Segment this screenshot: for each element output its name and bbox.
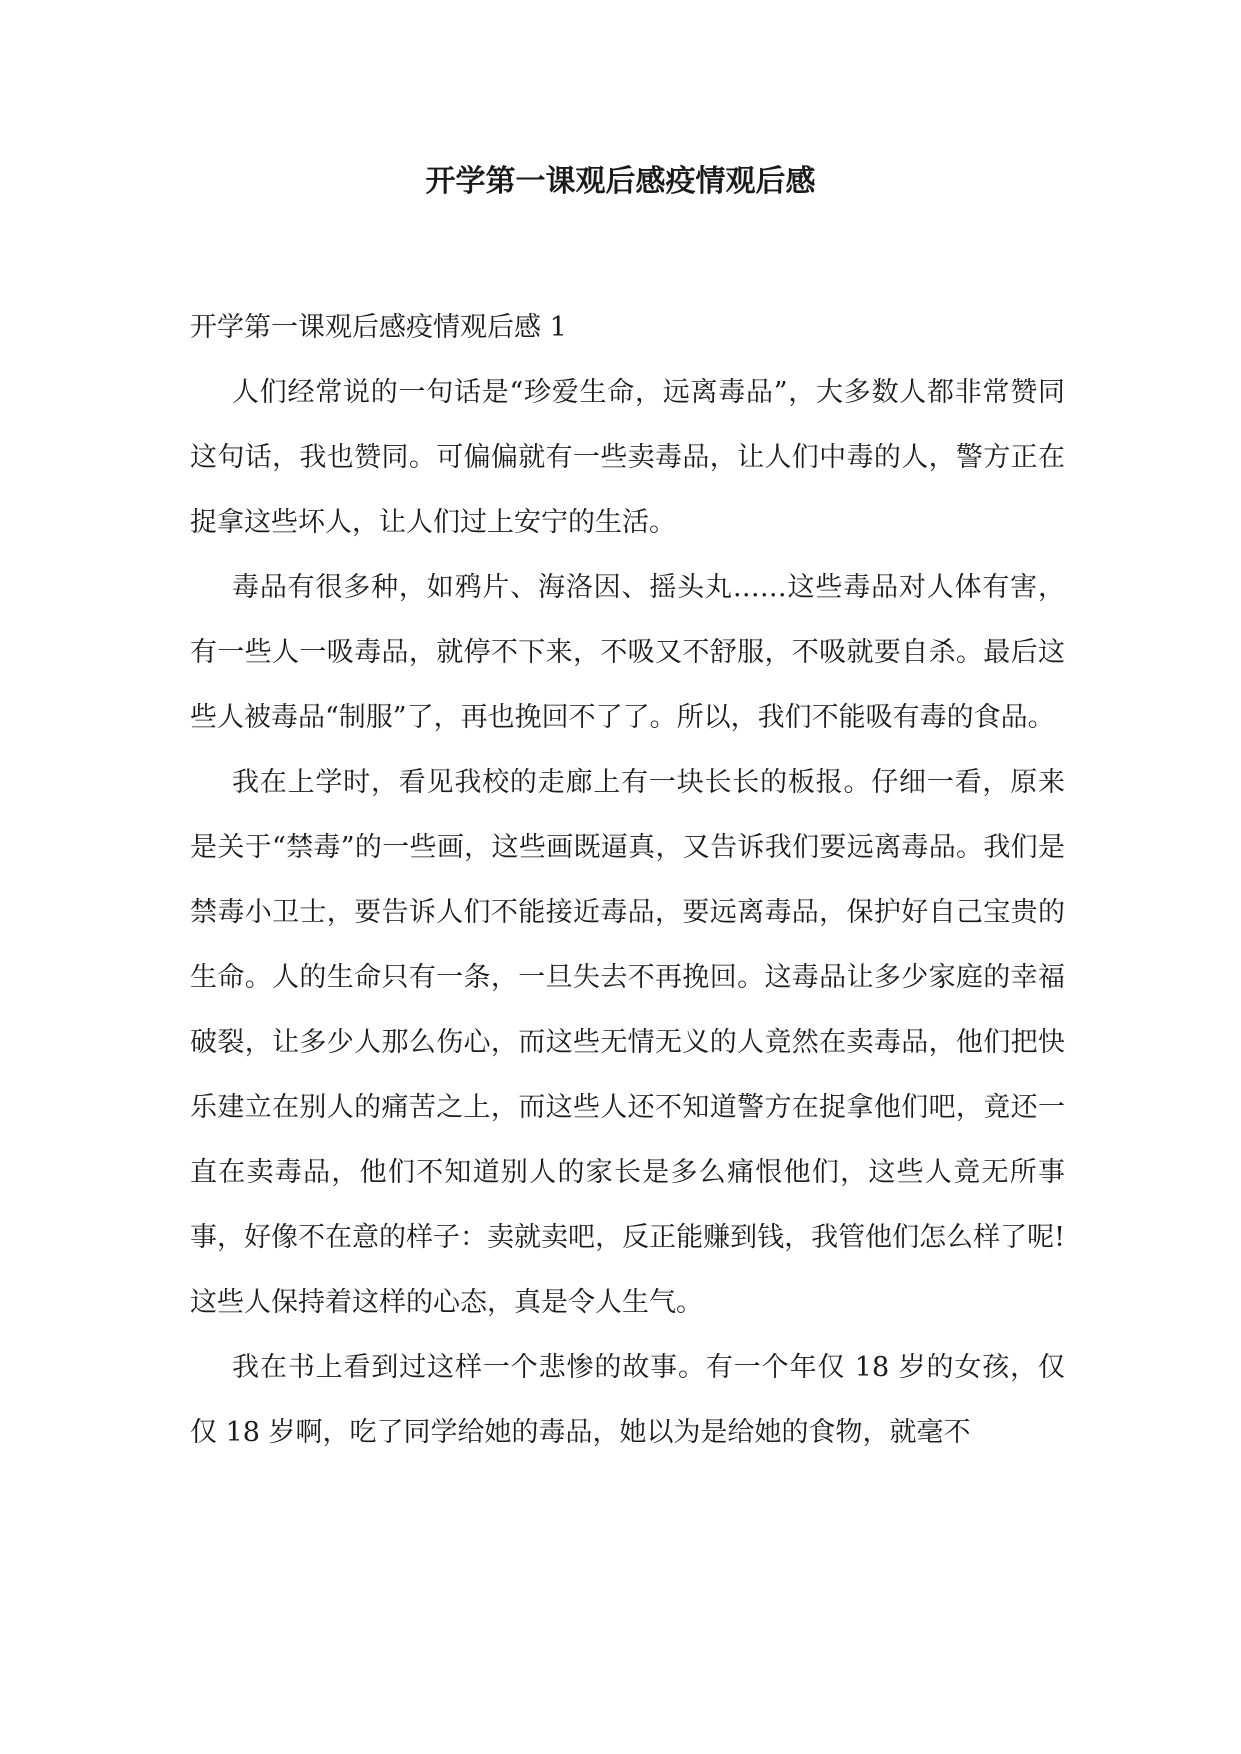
- section-heading: 开学第一课观后感疫情观后感 1: [190, 312, 567, 343]
- paragraph-2: 毒品有很多种，如鸦片、海洛因、摇头丸……这些毒品对人体有害，有一些人一吸毒品，就停不下来，不吸又不舒服，不吸就要自杀。最后这些人被毒品“制服”了，再也挽回不了了。所以，我们不能吸有毒的食品。: [190, 572, 1065, 733]
- page-title: 开学第一课观后感疫情观后感: [425, 164, 816, 199]
- document-body: [190, 295, 1065, 1465]
- paragraph-1: 人们经常说的一句话是“珍爱生命，远离毒品”，大多数人都非常赞同这句话，我也赞同。可偏偏就有一些卖毒品，让人们中毒的人，警方正在捉拿这些坏人，让人们过上安宁的生活。: [190, 377, 1065, 538]
- paragraph-4: 我在书上看到过这样一个悲惨的故事。有一个年仅 18 岁的女孩，仅仅 18 岁啊，吃了同学给她的毒品，她以为是给她的食物，就毫不: [190, 1352, 1065, 1448]
- paragraph-3: 我在上学时，看见我校的走廊上有一块长长的板报。仔细一看，原来是关于“禁毒”的一些画，这些画既逼真，又告诉我们要远离毒品。我们是禁毒小卫士，要告诉人们不能接近毒品，要远离毒品，保护好自己宝贵的生命。人的生命只有一条，一旦失去不再挽回。这毒品让多少家庭的幸福破裂，让多少人那么伤心，而这些无情无义的人竟然在卖毒品，他们把快乐建立在别人的痛苦之上，而这些人还不知道警方在捉拿他们吧，竟还一直在卖毒品，他们不知道别人的家长是多么痛恨他们，这些人竟无所事事，好像不在意的样子：卖就卖吧，反正能赚到钱，我管他们怎么样了呢!这些人保持着这样的心态，真是令人生气。: [190, 767, 1065, 1318]
